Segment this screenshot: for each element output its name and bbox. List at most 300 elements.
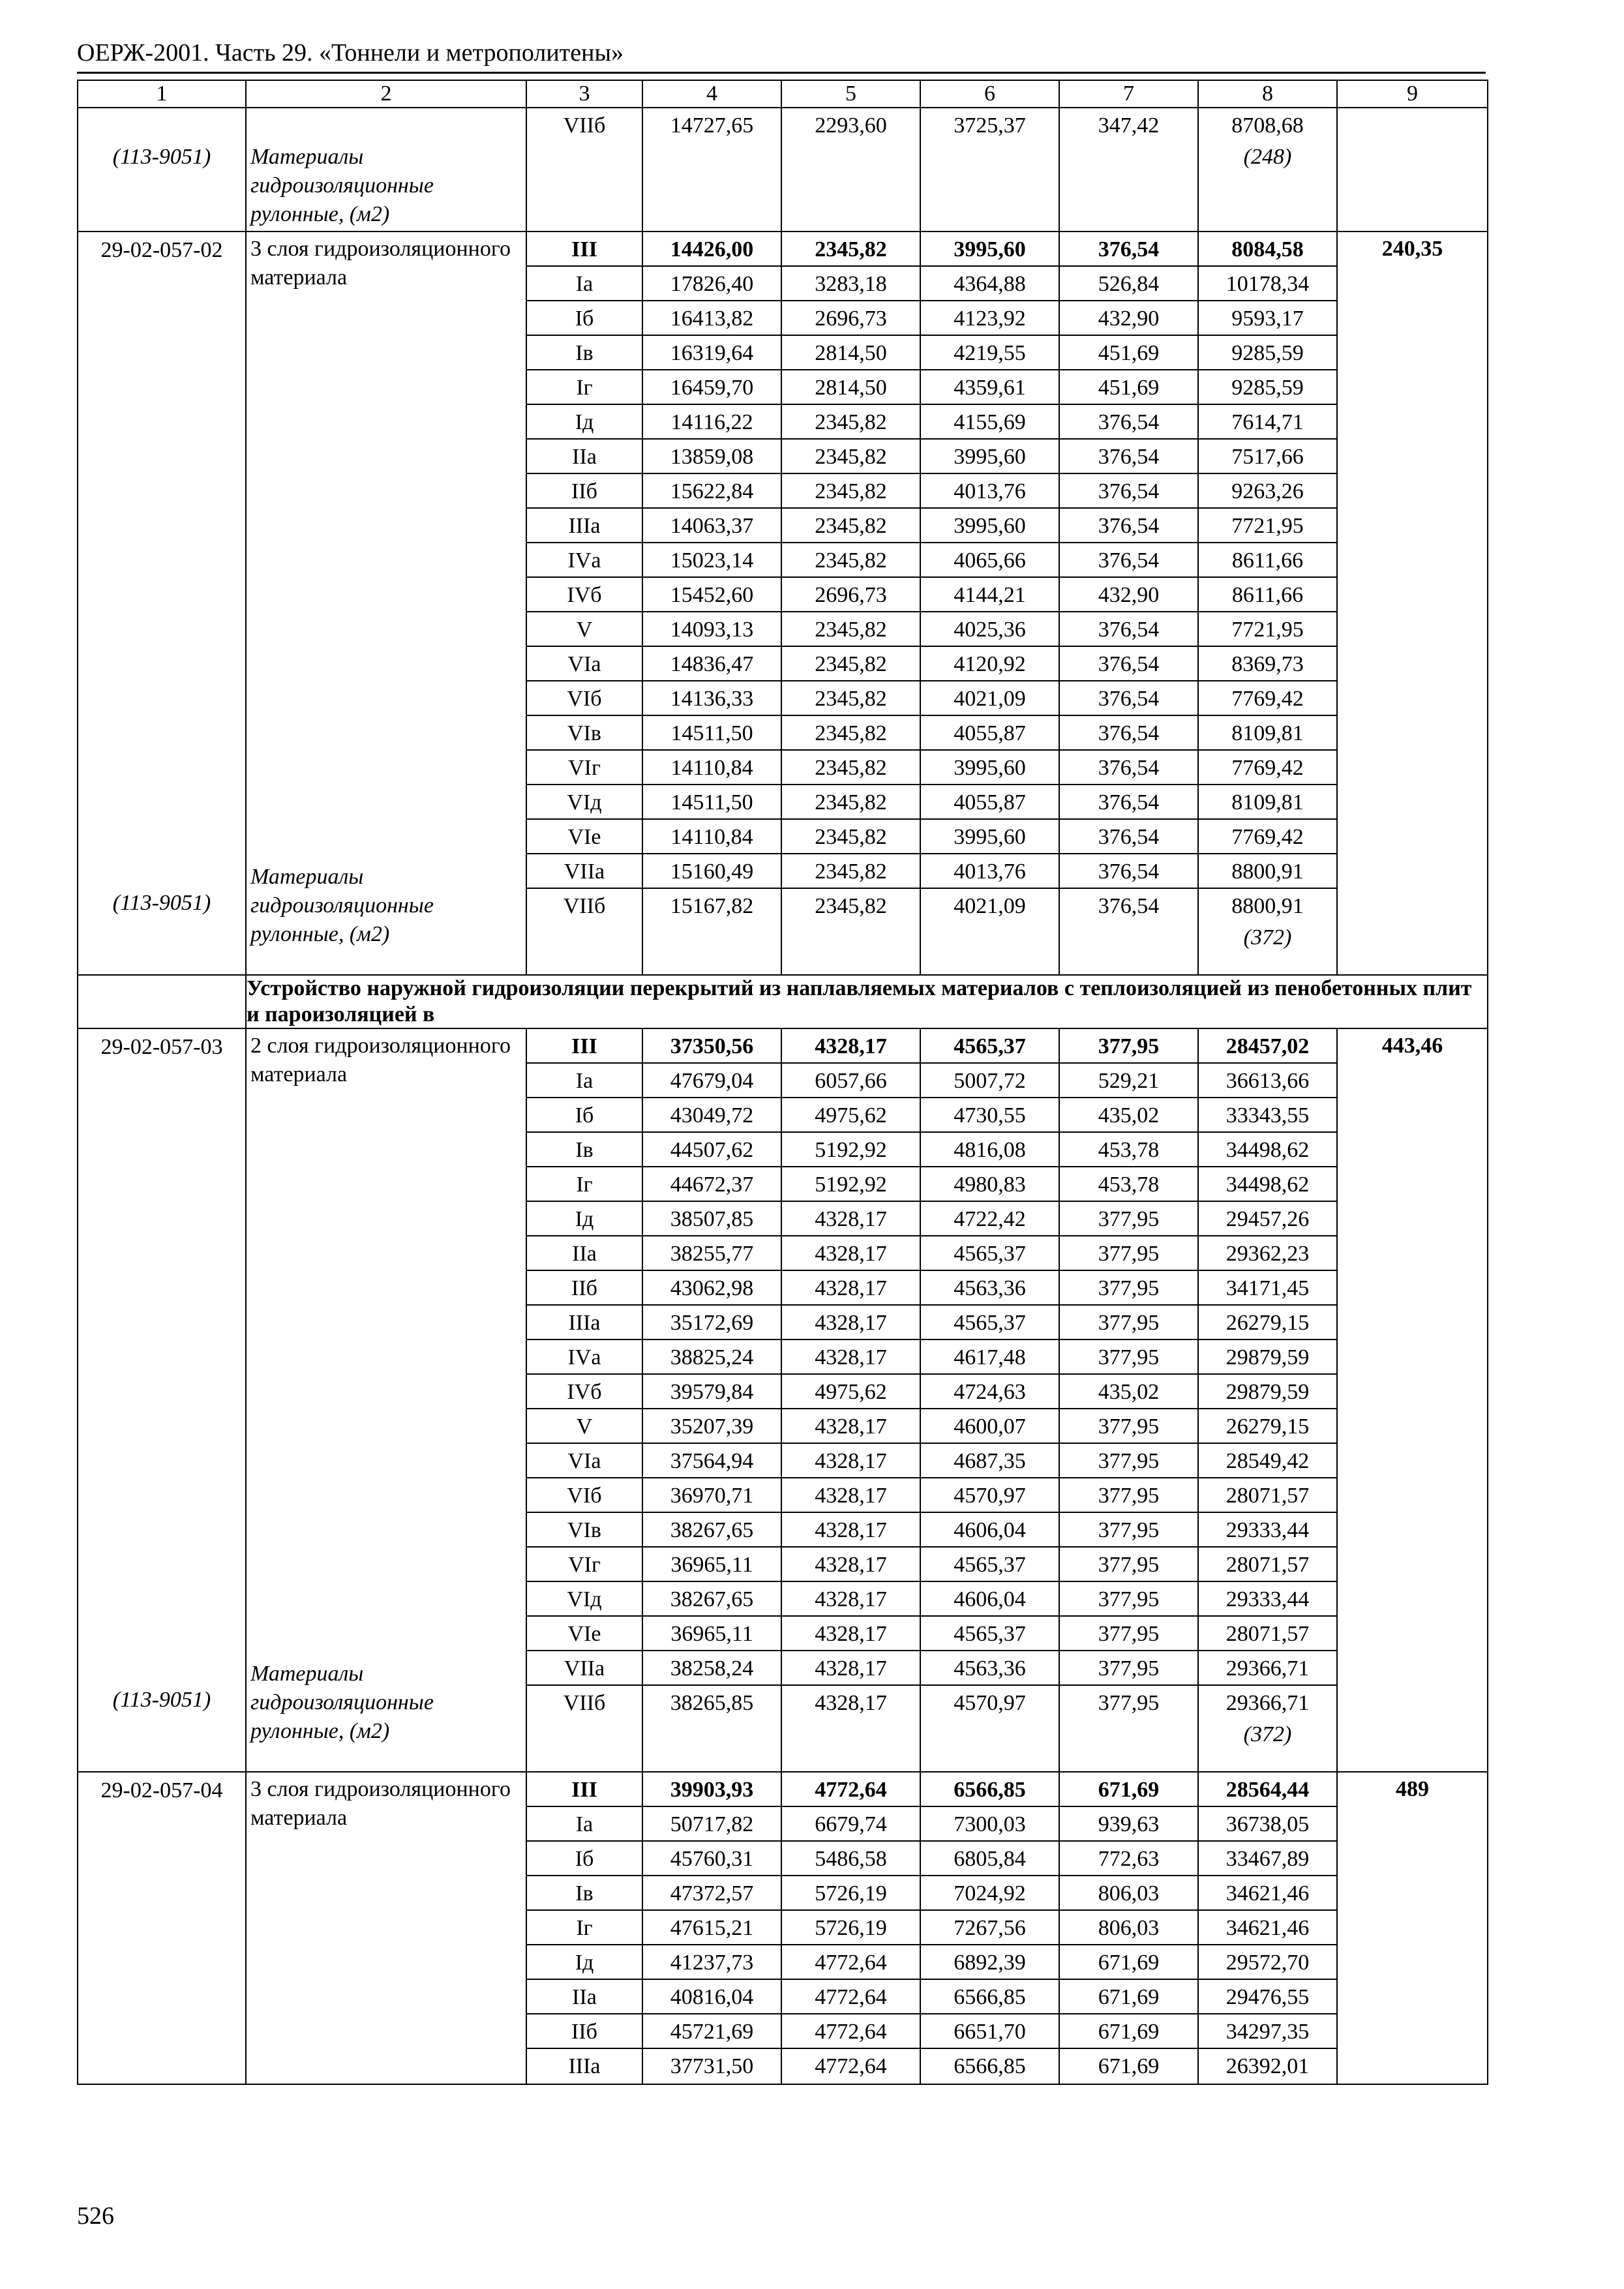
value-cell: 7769,42 xyxy=(1199,751,1336,785)
value-cell: 376,54 xyxy=(1060,751,1197,785)
zone-cell: IIб xyxy=(527,474,642,509)
value-cell: 8084,58 xyxy=(1199,232,1336,267)
code-cell xyxy=(78,1772,246,2084)
value-cell: 4013,76 xyxy=(921,854,1059,889)
zone-cell: Iд xyxy=(527,1945,642,1980)
value-cell: 3725,37 xyxy=(954,113,1026,138)
value-cell: 28457,02 xyxy=(1199,1029,1336,1064)
value-cell: 3995,60 xyxy=(921,820,1059,854)
zone-cell: VIб xyxy=(527,681,642,716)
zone-cell: Iв xyxy=(527,336,642,370)
value-cell: 14836,47 xyxy=(643,647,781,681)
value-cell: 377,95 xyxy=(1060,1340,1197,1375)
value-cell: 4055,87 xyxy=(921,785,1059,820)
value-cell: 4816,08 xyxy=(921,1133,1059,1167)
value-cell: 4563,36 xyxy=(921,1271,1059,1306)
value-cell: 38258,24 xyxy=(643,1651,781,1686)
rate-description: 3 слоя гидроизоляционного материала xyxy=(250,237,511,290)
value-cell: 29879,59 xyxy=(1199,1340,1336,1375)
labor-cost: 443,46 xyxy=(1381,1034,1443,1058)
value-cell: 377,95 xyxy=(1060,1478,1197,1513)
code-cell xyxy=(78,108,246,232)
value-cell: 4772,64 xyxy=(782,1945,920,1980)
column-number: 8 xyxy=(1198,80,1337,108)
zone-cell: IIа xyxy=(527,440,642,474)
value-cell: 435,02 xyxy=(1060,1375,1197,1409)
value-cell: 671,69 xyxy=(1060,2014,1197,2049)
value-cell: 41237,73 xyxy=(643,1945,781,1980)
value-cell: 5726,19 xyxy=(782,1876,920,1911)
rates-table xyxy=(77,80,1488,2085)
value-cell: 2345,82 xyxy=(782,474,920,509)
value-cell: 15452,60 xyxy=(643,578,781,612)
value-cell: 4606,04 xyxy=(921,1582,1059,1617)
value-cell: 14136,33 xyxy=(643,681,781,716)
material-code: (113-9051) xyxy=(112,145,211,169)
value-cell: 7721,95 xyxy=(1199,509,1336,543)
value-cell: 29476,55 xyxy=(1199,1980,1336,2014)
value-cell: 432,90 xyxy=(1060,301,1197,336)
value-cell: 4975,62 xyxy=(782,1098,920,1133)
value-cell: 39579,84 xyxy=(643,1375,781,1409)
value-cell: 14426,00 xyxy=(643,232,781,267)
value-cell: 4120,92 xyxy=(921,647,1059,681)
value-cell: 5192,92 xyxy=(782,1133,920,1167)
value-cell: 2293,60 xyxy=(815,113,887,138)
value-cell: 15622,84 xyxy=(643,474,781,509)
value-cell: 529,21 xyxy=(1060,1064,1197,1098)
zone-cell: VIIб xyxy=(563,894,606,918)
value-cell: 34621,46 xyxy=(1199,1911,1336,1945)
value-cell: 4328,17 xyxy=(782,1202,920,1236)
value-cell: 8109,81 xyxy=(1199,785,1336,820)
value-cell: 47372,57 xyxy=(643,1876,781,1911)
value-cell: 43062,98 xyxy=(643,1271,781,1306)
zone-cell: IIIа xyxy=(527,509,642,543)
value-cell: 5007,72 xyxy=(921,1064,1059,1098)
zone-cell: VIг xyxy=(527,751,642,785)
value-cell: 4606,04 xyxy=(921,1513,1059,1548)
page-header: ОЕРЖ-2001. Часть 29. «Тоннели и метрополитены» xyxy=(77,39,624,67)
value-cell: 376,54 xyxy=(1060,232,1197,267)
value-cell: 6679,74 xyxy=(782,1807,920,1842)
value-cell: 2345,82 xyxy=(782,716,920,751)
value-cell: 14727,65 xyxy=(670,113,754,138)
material-code: (113-9051) xyxy=(112,891,211,915)
value-cell: 377,95 xyxy=(1060,1236,1197,1271)
value-cell: 453,78 xyxy=(1060,1167,1197,1202)
zone-cell: VIе xyxy=(527,820,642,854)
value-cell: 2345,82 xyxy=(782,440,920,474)
value-cell: 45721,69 xyxy=(643,2014,781,2049)
value-cell: 939,63 xyxy=(1060,1807,1197,1842)
value-cell: 34171,45 xyxy=(1199,1271,1336,1306)
value-cell: 29333,44 xyxy=(1199,1582,1336,1617)
value-cell: 4021,09 xyxy=(954,894,1026,918)
value-cell: 15160,49 xyxy=(643,854,781,889)
value-cell: 28071,57 xyxy=(1199,1617,1336,1651)
value-cell: 36965,11 xyxy=(643,1548,781,1582)
value-cell: 377,95 xyxy=(1098,1691,1160,1715)
value-cell: 377,95 xyxy=(1060,1651,1197,1686)
zone-cell: Iв xyxy=(527,1133,642,1167)
zone-cell: VIIб xyxy=(563,1691,606,1715)
value-cell: 376,54 xyxy=(1060,716,1197,751)
value-cell: 377,95 xyxy=(1060,1029,1197,1064)
value-cell: 28071,57 xyxy=(1199,1478,1336,1513)
labor-cost: 240,35 xyxy=(1381,237,1443,261)
value-cell: 9285,59 xyxy=(1199,336,1336,370)
zone-cell: Iг xyxy=(527,1167,642,1202)
value-cell: 9593,17 xyxy=(1199,301,1336,336)
value-cell: 37350,56 xyxy=(643,1029,781,1064)
desc-cell xyxy=(246,1028,526,1772)
value-cell: 376,54 xyxy=(1060,785,1197,820)
value-cell: 40816,04 xyxy=(643,1980,781,2014)
value-cell: 36613,66 xyxy=(1199,1064,1336,1098)
value-cell: 28071,57 xyxy=(1199,1548,1336,1582)
value-cell: 451,69 xyxy=(1060,370,1197,405)
zone-cell: VIе xyxy=(527,1617,642,1651)
value-cell: 7267,56 xyxy=(921,1911,1059,1945)
value-cell: 2345,82 xyxy=(782,854,920,889)
header-rule xyxy=(77,72,1486,74)
value-cell: 4722,42 xyxy=(921,1202,1059,1236)
value-cell: 451,69 xyxy=(1060,336,1197,370)
value-cell: 7300,03 xyxy=(921,1807,1059,1842)
zone-cell: IVб xyxy=(527,1375,642,1409)
value-cell: 4328,17 xyxy=(782,1340,920,1375)
zone-cell: Iб xyxy=(527,301,642,336)
value-cell: 2345,82 xyxy=(782,681,920,716)
value-cell: 29362,23 xyxy=(1199,1236,1336,1271)
value-cell: 377,95 xyxy=(1060,1271,1197,1306)
value-cell: 4565,37 xyxy=(921,1548,1059,1582)
zone-cell: VIа xyxy=(527,1444,642,1478)
value-cell: 2345,82 xyxy=(782,232,920,267)
value-cell: 9263,26 xyxy=(1199,474,1336,509)
value-cell: 13859,08 xyxy=(643,440,781,474)
zone-cell: IIа xyxy=(527,1980,642,2014)
value-cell: 8708,68 xyxy=(1231,113,1304,138)
value-cell: 4055,87 xyxy=(921,716,1059,751)
value-cell: 15023,14 xyxy=(643,543,781,578)
value-cell: 28549,42 xyxy=(1199,1444,1336,1478)
value-cell: 47679,04 xyxy=(643,1064,781,1098)
value-cell: 6805,84 xyxy=(921,1842,1059,1876)
value-cell: 3283,18 xyxy=(782,267,920,301)
value-cell: 4219,55 xyxy=(921,336,1059,370)
value-cell: 376,54 xyxy=(1060,681,1197,716)
value-cell: 8800,91 xyxy=(1199,854,1336,889)
material-name: Материалы гидроизоляционные рулонные, (м2) xyxy=(250,1662,434,1743)
value-cell: 4975,62 xyxy=(782,1375,920,1409)
value-cell: 4772,64 xyxy=(782,1980,920,2014)
material-name: Материалы гидроизоляционные рулонные, (м2) xyxy=(250,865,434,946)
value-cell: 43049,72 xyxy=(643,1098,781,1133)
value-cell: 14511,50 xyxy=(643,716,781,751)
value-cell: 4328,17 xyxy=(782,1651,920,1686)
value-cell: 38255,77 xyxy=(643,1236,781,1271)
zone-cell: VIв xyxy=(527,716,642,751)
value-cell: 37731,50 xyxy=(670,2054,754,2078)
value-cell: 14063,37 xyxy=(643,509,781,543)
material-qty: (372) xyxy=(1243,925,1292,950)
zone-cell: IIа xyxy=(527,1236,642,1271)
value-cell: 35207,39 xyxy=(643,1409,781,1444)
value-cell: 6566,85 xyxy=(921,1980,1059,2014)
value-cell: 26279,15 xyxy=(1199,1306,1336,1340)
value-cell: 38267,65 xyxy=(643,1513,781,1548)
value-cell: 7614,71 xyxy=(1199,405,1336,440)
value-cell: 4328,17 xyxy=(782,1409,920,1444)
value-cell: 50717,82 xyxy=(643,1807,781,1842)
value-cell: 47615,21 xyxy=(643,1911,781,1945)
value-cell: 34297,35 xyxy=(1199,2014,1336,2049)
value-cell: 4144,21 xyxy=(921,578,1059,612)
desc-cell xyxy=(246,232,526,975)
value-cell: 15167,82 xyxy=(670,894,754,918)
value-cell: 7721,95 xyxy=(1199,612,1336,647)
zone-cell: IVа xyxy=(527,543,642,578)
value-cell: 26392,01 xyxy=(1226,2054,1310,2078)
zone-cell: IIIа xyxy=(568,2054,601,2078)
value-cell: 671,69 xyxy=(1060,1773,1197,1807)
value-cell: 4328,17 xyxy=(782,1444,920,1478)
value-cell: 4563,36 xyxy=(921,1651,1059,1686)
value-cell: 28564,44 xyxy=(1199,1773,1336,1807)
value-cell: 4772,64 xyxy=(782,2014,920,2049)
value-cell: 7024,92 xyxy=(921,1876,1059,1911)
value-cell: 6566,85 xyxy=(954,2054,1026,2078)
value-cell: 14093,13 xyxy=(643,612,781,647)
value-cell: 29366,71 xyxy=(1199,1651,1336,1686)
page-number: 526 xyxy=(77,2202,114,2230)
zone-cell: IVб xyxy=(527,578,642,612)
value-cell: 38267,65 xyxy=(643,1582,781,1617)
value-cell: 7769,42 xyxy=(1199,820,1336,854)
zone-cell: Iб xyxy=(527,1098,642,1133)
material-qty: (372) xyxy=(1243,1722,1292,1746)
value-cell: 26279,15 xyxy=(1199,1409,1336,1444)
value-cell: 14511,50 xyxy=(643,785,781,820)
value-cell: 376,54 xyxy=(1060,474,1197,509)
value-cell: 4065,66 xyxy=(921,543,1059,578)
value-cell: 2345,82 xyxy=(782,751,920,785)
zone-cell: Iв xyxy=(527,1876,642,1911)
zone-cell: VIб xyxy=(527,1478,642,1513)
code-cell xyxy=(78,1028,246,1772)
value-cell: 4565,37 xyxy=(921,1236,1059,1271)
value-cell: 4364,88 xyxy=(921,267,1059,301)
value-cell: 39903,93 xyxy=(643,1773,781,1807)
value-cell: 14116,22 xyxy=(643,405,781,440)
value-cell: 44672,37 xyxy=(643,1167,781,1202)
value-cell: 36965,11 xyxy=(643,1617,781,1651)
value-cell: 4328,17 xyxy=(782,1029,920,1064)
value-cell: 14110,84 xyxy=(643,751,781,785)
zone-cell: III xyxy=(527,1029,642,1064)
value-cell: 4328,17 xyxy=(782,1306,920,1340)
zone-cell: VIIа xyxy=(527,854,642,889)
column-number: 9 xyxy=(1337,80,1488,108)
material-qty: (248) xyxy=(1243,145,1292,169)
value-cell: 6057,66 xyxy=(782,1064,920,1098)
section-title: Устройство наружной гидроизоляции перекрытий из наплавляемых материалов с теплоизоляцией из пенобетонных плит и пароизоляцией в xyxy=(246,975,1488,1028)
value-cell: 6651,70 xyxy=(921,2014,1059,2049)
value-cell: 4025,36 xyxy=(921,612,1059,647)
value-cell: 671,69 xyxy=(1060,1945,1197,1980)
zone-cell: V xyxy=(527,1409,642,1444)
column-number: 3 xyxy=(526,80,642,108)
value-cell: 4980,83 xyxy=(921,1167,1059,1202)
material-code: (113-9051) xyxy=(112,1688,211,1712)
value-cell: 2814,50 xyxy=(782,370,920,405)
value-cell: 377,95 xyxy=(1060,1306,1197,1340)
value-cell: 6892,39 xyxy=(921,1945,1059,1980)
value-cell: 29457,26 xyxy=(1199,1202,1336,1236)
section-row xyxy=(78,975,1488,1028)
value-cell: 4328,17 xyxy=(782,1548,920,1582)
zone-cell: III xyxy=(527,1773,642,1807)
value-cell: 2345,82 xyxy=(782,647,920,681)
zone-cell: VIд xyxy=(527,785,642,820)
zone-cell: Iб xyxy=(527,1842,642,1876)
value-cell: 2696,73 xyxy=(782,301,920,336)
value-cell: 3995,60 xyxy=(921,509,1059,543)
value-cell: 4013,76 xyxy=(921,474,1059,509)
value-cell: 377,95 xyxy=(1060,1548,1197,1582)
value-cell: 5192,92 xyxy=(782,1167,920,1202)
rate-item-row xyxy=(78,1772,1488,2084)
value-cell: 4155,69 xyxy=(921,405,1059,440)
value-cell: 376,54 xyxy=(1060,647,1197,681)
column-number: 4 xyxy=(642,80,781,108)
value-cell: 4328,17 xyxy=(782,1582,920,1617)
rate-item-row xyxy=(78,1028,1488,1772)
value-cell: 2345,82 xyxy=(782,543,920,578)
zone-cell: VIв xyxy=(527,1513,642,1548)
value-cell: 34498,62 xyxy=(1199,1167,1336,1202)
value-cell: 806,03 xyxy=(1060,1911,1197,1945)
value-cell: 38265,85 xyxy=(670,1691,754,1715)
value-cell: 3995,60 xyxy=(921,440,1059,474)
value-cell: 376,54 xyxy=(1060,543,1197,578)
value-cell: 8800,91 xyxy=(1231,894,1304,918)
value-cell: 34498,62 xyxy=(1199,1133,1336,1167)
value-cell: 4687,35 xyxy=(921,1444,1059,1478)
zone-cell: IIб xyxy=(527,1271,642,1306)
zone-cell: Iд xyxy=(527,405,642,440)
rate-description: 2 слоя гидроизоляционного материала xyxy=(250,1034,511,1086)
value-cell: 29333,44 xyxy=(1199,1513,1336,1548)
value-cell: 4359,61 xyxy=(921,370,1059,405)
value-cell: 4328,17 xyxy=(782,1617,920,1651)
value-cell: 671,69 xyxy=(1060,1980,1197,2014)
value-cell: 376,54 xyxy=(1060,405,1197,440)
value-cell: 671,69 xyxy=(1098,2054,1160,2078)
desc-cell xyxy=(246,108,526,232)
value-cell: 38507,85 xyxy=(643,1202,781,1236)
value-cell: 377,95 xyxy=(1060,1617,1197,1651)
rate-item-row xyxy=(78,232,1488,975)
value-cell: 2814,50 xyxy=(782,336,920,370)
value-cell: 4724,63 xyxy=(921,1375,1059,1409)
value-cell: 377,95 xyxy=(1060,1202,1197,1236)
value-cell: 38825,24 xyxy=(643,1340,781,1375)
value-cell: 4570,97 xyxy=(921,1478,1059,1513)
value-cell: 2345,82 xyxy=(782,509,920,543)
continuation-row xyxy=(78,108,1488,232)
value-cell: 9285,59 xyxy=(1199,370,1336,405)
zone-cell: Iа xyxy=(527,1064,642,1098)
value-cell: 526,84 xyxy=(1060,267,1197,301)
value-cell: 29366,71 xyxy=(1226,1691,1310,1715)
value-cell: 376,54 xyxy=(1098,894,1160,918)
value-cell: 29879,59 xyxy=(1199,1375,1336,1409)
value-cell: 16459,70 xyxy=(643,370,781,405)
value-cell: 4600,07 xyxy=(921,1409,1059,1444)
value-cell: 4617,48 xyxy=(921,1340,1059,1375)
value-cell: 4328,17 xyxy=(815,1691,887,1715)
value-cell: 8611,66 xyxy=(1199,578,1336,612)
value-cell: 772,63 xyxy=(1060,1842,1197,1876)
value-cell: 3995,60 xyxy=(921,232,1059,267)
value-cell: 376,54 xyxy=(1060,854,1197,889)
zone-cell: V xyxy=(527,612,642,647)
value-cell: 4328,17 xyxy=(782,1271,920,1306)
value-cell: 35172,69 xyxy=(643,1306,781,1340)
value-cell: 347,42 xyxy=(1098,113,1160,138)
value-cell: 4328,17 xyxy=(782,1478,920,1513)
value-cell: 806,03 xyxy=(1060,1876,1197,1911)
value-cell: 376,54 xyxy=(1060,509,1197,543)
value-cell: 4565,37 xyxy=(921,1029,1059,1064)
zone-cell: VIIа xyxy=(527,1651,642,1686)
value-cell: 376,54 xyxy=(1060,820,1197,854)
value-cell: 4123,92 xyxy=(921,301,1059,336)
value-cell: 16413,82 xyxy=(643,301,781,336)
column-number: 7 xyxy=(1059,80,1198,108)
zone-cell: Iг xyxy=(527,370,642,405)
value-cell: 2345,82 xyxy=(782,785,920,820)
value-cell: 36970,71 xyxy=(643,1478,781,1513)
value-cell: 377,95 xyxy=(1060,1582,1197,1617)
value-cell: 37564,94 xyxy=(643,1444,781,1478)
value-cell: 2345,82 xyxy=(815,894,887,918)
value-cell: 2345,82 xyxy=(782,820,920,854)
value-cell: 3995,60 xyxy=(921,751,1059,785)
value-cell: 4021,09 xyxy=(921,681,1059,716)
rate-code: 29-02-057-04 xyxy=(100,1778,223,1803)
value-cell: 10178,34 xyxy=(1199,267,1336,301)
value-cell: 2345,82 xyxy=(782,612,920,647)
zone-cell: VIд xyxy=(527,1582,642,1617)
rate-code: 29-02-057-02 xyxy=(100,238,223,262)
value-cell: 7769,42 xyxy=(1199,681,1336,716)
value-cell: 33343,55 xyxy=(1199,1098,1336,1133)
value-cell: 377,95 xyxy=(1060,1444,1197,1478)
labor-cost: 489 xyxy=(1396,1777,1429,1801)
value-cell: 435,02 xyxy=(1060,1098,1197,1133)
zone-cell: VIа xyxy=(527,647,642,681)
column-numbers-row xyxy=(78,80,1488,108)
value-cell: 5486,58 xyxy=(782,1842,920,1876)
zone-cell: VIг xyxy=(527,1548,642,1582)
value-cell: 376,54 xyxy=(1060,612,1197,647)
zone-cell: III xyxy=(527,232,642,267)
zone-cell: IIб xyxy=(527,2014,642,2049)
